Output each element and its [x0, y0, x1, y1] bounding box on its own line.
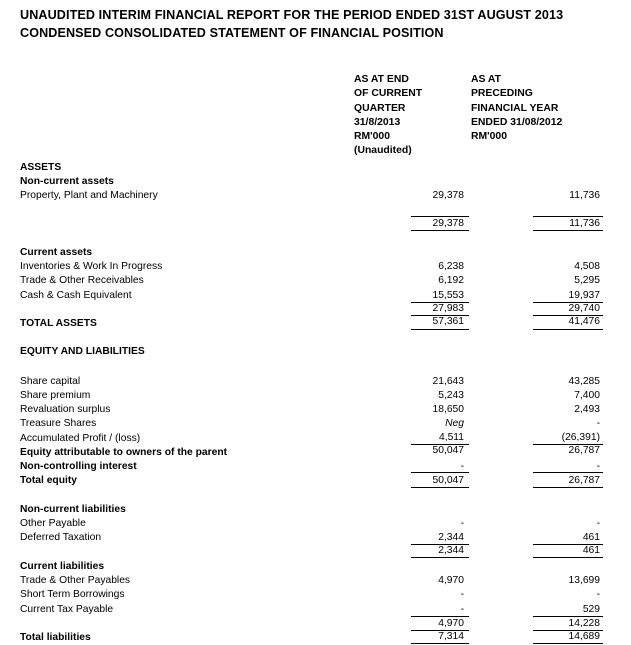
- row-value-preceding: 461: [582, 532, 600, 543]
- row-value-preceding: 2,493: [574, 404, 600, 415]
- row-value-current: -: [460, 589, 464, 600]
- rule: [411, 643, 469, 644]
- row-value-preceding: 5,295: [574, 275, 600, 286]
- total-value-preceding: 14,689: [568, 631, 600, 642]
- row-label: Non-controlling interest: [20, 461, 137, 472]
- subtotal-value-preceding: 29,740: [568, 303, 600, 314]
- subtotal-value-preceding: 461: [582, 545, 600, 556]
- column-header-line: QUARTER: [354, 102, 406, 114]
- rule: [533, 329, 603, 330]
- column-header-line: RM'000: [354, 131, 390, 143]
- row-value-current: 2,344: [438, 532, 464, 543]
- column-header-line: (Unaudited): [354, 145, 412, 157]
- row-label: Property, Plant and Machinery: [20, 190, 158, 201]
- subtotal-value-current: 4,970: [438, 618, 464, 629]
- statement-title: CONDENSED CONSOLIDATED STATEMENT OF FINANCIAL POSITION: [20, 26, 444, 40]
- row-label: Cash & Cash Equivalent: [20, 290, 132, 301]
- row-value-preceding: 4,508: [574, 261, 600, 272]
- row-label: Current Tax Payable: [20, 604, 114, 615]
- rule: [533, 230, 603, 231]
- column-header-line: FINANCIAL YEAR: [471, 102, 559, 114]
- row-value-current: 6,238: [438, 261, 464, 272]
- row-label: Other Payable: [20, 518, 86, 529]
- column-header-line: 31/8/2013: [354, 116, 401, 128]
- row-value-current: 29,378: [432, 190, 464, 201]
- row-value-current: 4,970: [438, 575, 464, 586]
- rule: [411, 557, 469, 558]
- rule: [411, 216, 469, 217]
- row-label: Revaluation surplus: [20, 404, 111, 415]
- row-value-preceding: -: [596, 589, 600, 600]
- row-label: Short Term Borrowings: [20, 589, 125, 600]
- rule: [411, 616, 469, 617]
- rule: [533, 616, 603, 617]
- column-header-line: PRECEDING: [471, 88, 533, 100]
- subtotal-value-preceding: 14,228: [568, 618, 600, 629]
- row-value-current: 21,643: [432, 376, 464, 387]
- row-value-preceding: 19,937: [568, 290, 600, 301]
- column-header-line: AS AT END: [354, 74, 409, 85]
- rule: [411, 329, 469, 330]
- row-label: Accumulated Profit / (loss): [20, 433, 141, 444]
- row-value-current: 50,047: [432, 445, 464, 456]
- total-value-current: 57,361: [432, 316, 464, 327]
- row-value-preceding: 26,787: [568, 475, 600, 486]
- row-label: Deferred Taxation: [20, 532, 102, 543]
- rule: [533, 472, 603, 473]
- row-value-preceding: 26,787: [568, 445, 600, 456]
- column-header-line: AS AT: [471, 74, 502, 85]
- row-value-preceding: 529: [582, 604, 600, 615]
- subsection-heading: Current assets: [20, 247, 93, 258]
- rule: [533, 487, 603, 488]
- row-value-preceding: (26,391): [561, 432, 600, 443]
- column-header-line: RM'000: [471, 131, 507, 143]
- row-value-preceding: -: [596, 518, 600, 529]
- rule: [411, 230, 469, 231]
- row-label: Treasure Shares: [20, 418, 97, 429]
- row-label: Share premium: [20, 390, 91, 401]
- row-value-preceding: 13,699: [568, 575, 600, 586]
- subtotal-value-current: 27,983: [432, 303, 464, 314]
- row-value-current: Neg: [445, 418, 464, 429]
- rule: [533, 643, 603, 644]
- row-value-current: 18,650: [432, 404, 464, 415]
- row-value-current: -: [460, 604, 464, 615]
- rule: [411, 487, 469, 488]
- column-header-current: [354, 73, 422, 159]
- row-value-current: -: [460, 518, 464, 529]
- row-value-preceding: 43,285: [568, 376, 600, 387]
- row-label: Inventories & Work In Progress: [20, 261, 163, 272]
- row-value-preceding: 7,400: [574, 390, 600, 401]
- column-header-line: ENDED 31/08/2012: [471, 116, 563, 128]
- subtotal-value-preceding: 11,736: [569, 218, 600, 229]
- row-value-preceding: -: [596, 461, 600, 472]
- subtotal-value-current: 2,344: [438, 545, 464, 556]
- row-value-current: 4,511: [438, 432, 464, 443]
- total-value-current: 7,314: [438, 631, 464, 642]
- total-value-preceding: 41,476: [568, 316, 600, 327]
- subsection-heading: Current liabilities: [20, 561, 105, 572]
- row-value-current: 5,243: [438, 390, 464, 401]
- row-value-preceding: -: [596, 418, 600, 429]
- row-label: Total equity: [20, 475, 78, 486]
- row-value-current: 50,047: [432, 475, 464, 486]
- subsection-heading: Non-current liabilities: [20, 504, 126, 515]
- rule: [411, 472, 469, 473]
- row-label: Trade & Other Receivables: [20, 275, 144, 286]
- subsection-heading: Non-current assets: [20, 176, 114, 187]
- row-value-current: -: [460, 461, 464, 472]
- row-label: Equity attributable to owners of the parent: [20, 447, 228, 458]
- row-value-current: 6,192: [438, 275, 464, 286]
- rule: [533, 557, 603, 558]
- report-title: UNAUDITED INTERIM FINANCIAL REPORT FOR THE PERIOD ENDED 31ST AUGUST 2013: [20, 8, 564, 22]
- rule: [533, 216, 603, 217]
- section-heading: ASSETS: [20, 162, 62, 173]
- row-value-current: 15,553: [432, 290, 464, 301]
- section-heading: EQUITY AND LIABILITIES: [20, 346, 145, 357]
- column-header-preceding: [471, 73, 562, 144]
- row-label: Share capital: [20, 376, 81, 387]
- row-value-preceding: 11,736: [569, 190, 600, 201]
- row-label: Trade & Other Payables: [20, 575, 131, 586]
- total-liabilities-label: Total liabilities: [20, 632, 91, 643]
- subtotal-value-current: 29,378: [432, 218, 464, 229]
- total-assets-label: TOTAL ASSETS: [20, 318, 97, 329]
- column-header-line: OF CURRENT: [354, 88, 423, 100]
